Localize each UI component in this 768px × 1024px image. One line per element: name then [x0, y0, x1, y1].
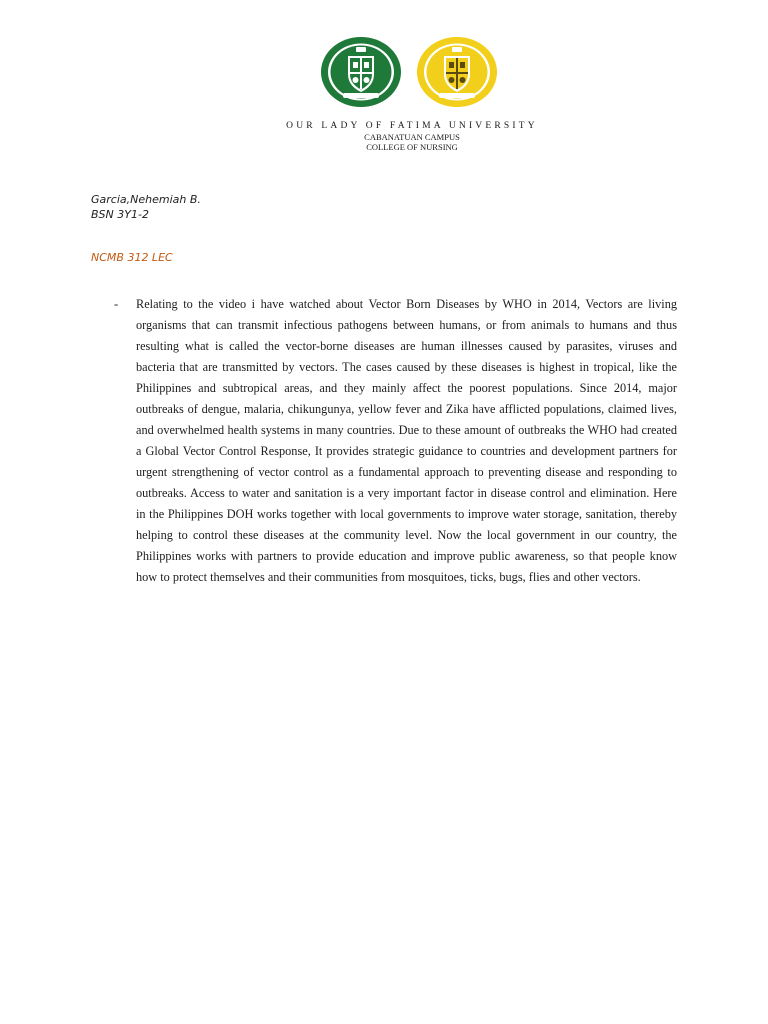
student-section: BSN 3Y1-2 — [91, 208, 149, 221]
course-code: NCMB 312 LEC — [91, 251, 173, 264]
university-seal-green-icon — [319, 36, 403, 108]
student-name: Garcia,Nehemiah B. — [91, 193, 201, 206]
campus-name: CABANATUAN CAMPUS — [364, 132, 460, 142]
institution-name: OUR LADY OF FATIMA UNIVERSITY — [286, 121, 538, 131]
college-name: COLLEGE OF NURSING — [366, 142, 458, 152]
student-info — [91, 192, 201, 222]
header-logos — [319, 36, 504, 108]
list-bullet: - — [114, 297, 119, 311]
university-seal-yellow-icon — [415, 36, 499, 108]
institution-header — [0, 121, 768, 152]
body-paragraph: Relating to the video i have watched about Vector Born Diseases by WHO in 2014, Vectors are living organisms that can transmit infectious pathogens between humans, or from animals to humans and thus resulting what is called the vector-borne diseases are human illnesses caused by parasites, viruses and bacteria that are transmitted by vectors. The cases caused by these diseases is highest in tropical, like the Philippines and subtropical areas, and they mainly affect the poorest populations. Since 2014, major outbreaks of dengue, malaria, chikungunya, yellow fever and Zika have afflicted populations, claimed lives, and overwhelmed health systems in many countries. Due to these amount of outbreaks the WHO had created a Global Vector Control Response, It provides strategic guidance to countries and development partners for urgent strengthening of vector control as a fundamental approach to preventing disease and responding to outbreaks. Access to water and sanitation is a very important factor in disease control and elimination. Here in the Philippines DOH works together with local governments to improve water storage, sanitation, thereby helping to control these diseases at the community level. Now the local government in our country, the Philippines works with partners to provide education and improve public awareness, so that people know how to protect themselves and their communities from mosquitoes, ticks, bugs, flies and other vectors. — [136, 297, 677, 584]
